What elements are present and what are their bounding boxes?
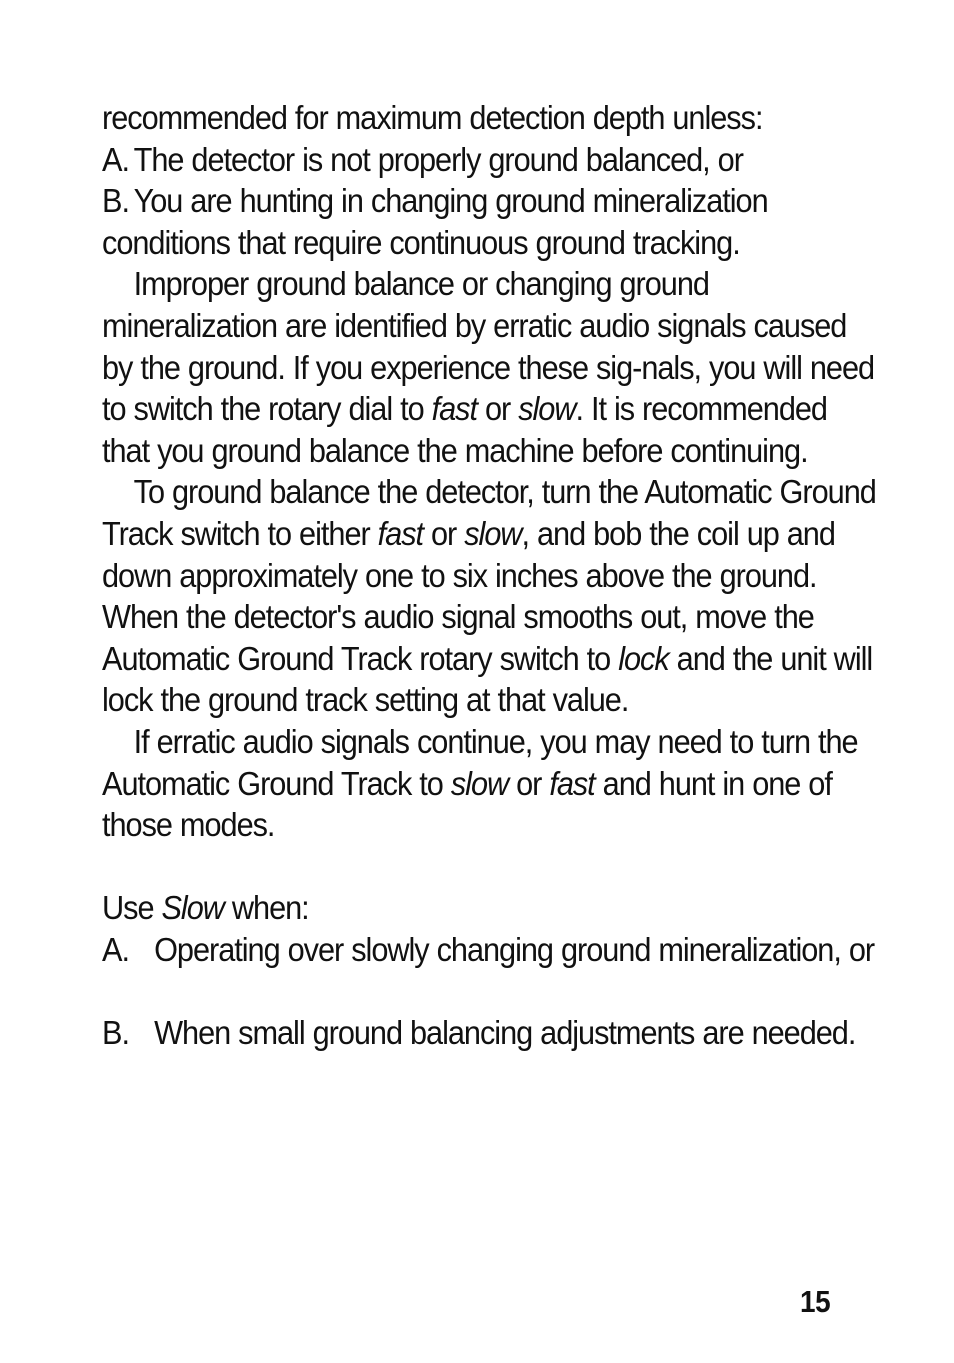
para2-text-2: or: [423, 514, 465, 552]
para2-text-4: and the unit will lock the ground track setting at that value.: [102, 639, 873, 719]
paragraph-ground-balance: [102, 471, 879, 721]
page-content: [102, 97, 882, 1054]
para1-text-2: or: [477, 390, 519, 428]
slow-heading-em: Slow: [161, 889, 224, 927]
para1-text-1: Improper ground balance or changing ground mineralization are identified by erratic audio signals caused by the ground. If you experience these sig-nals, you will need to switch the rotary dial to: [102, 265, 875, 428]
list-item: [102, 929, 879, 971]
para2-text-3: , and bob the coil up and down approximately one to six inches above the ground. When the detector's audio signal smooths out, move the Automatic Ground Track rotary switch to: [102, 514, 835, 677]
para3-text-1: If erratic audio signals continue, you may need to turn the Automatic Ground Track to: [102, 722, 858, 802]
condition-b-continuation: conditions that require continuous ground tracking.: [102, 223, 740, 261]
para3-text-2: or: [508, 764, 550, 802]
para1-em-slow: slow: [518, 390, 576, 428]
paragraph-erratic-signals: [102, 721, 879, 846]
condition-b: [102, 180, 879, 222]
condition-a: [102, 139, 879, 181]
condition-b-label: B.: [102, 182, 129, 220]
para2-em-lock: lock: [618, 639, 669, 677]
list-item-label: A.: [102, 930, 129, 968]
para2-em-slow: slow: [464, 514, 522, 552]
list-item: [102, 1012, 879, 1054]
para2-em-fast: fast: [377, 514, 424, 552]
condition-a-text: The detector is not properly ground balanced, or: [133, 140, 743, 178]
condition-b-text: You are hunting in changing ground mineralization: [133, 182, 768, 220]
intro-line: recommended for maximum detection depth unless:: [102, 99, 763, 136]
para2-text-1: To ground balance the detector, turn the Automatic Ground Track switch to either: [102, 473, 876, 552]
spacer: [102, 846, 879, 888]
slow-heading-pre: Use: [102, 889, 162, 927]
para3-em-slow: slow: [450, 764, 509, 802]
body-text: [102, 97, 879, 1054]
condition-a-label: A.: [102, 140, 129, 178]
list-item-text: When small ground balancing adjustments are needed.: [154, 1014, 856, 1052]
slow-heading-post: when:: [223, 889, 309, 927]
spacer: [102, 970, 879, 1012]
list-item-text: Operating over slowly changing ground mineralization, or: [154, 930, 875, 968]
list-item-label: B.: [102, 1014, 129, 1052]
para1-em-fast: fast: [431, 390, 478, 428]
paragraph-improper-balance: [102, 263, 879, 471]
para3-em-fast: fast: [549, 764, 595, 802]
slow-heading: [102, 887, 879, 929]
para1-text-3: . It is recommended that you ground balance the machine before continuing.: [102, 390, 827, 469]
para3-text-3: and hunt in one of those modes.: [102, 764, 832, 844]
page-number: 15: [800, 1284, 831, 1319]
